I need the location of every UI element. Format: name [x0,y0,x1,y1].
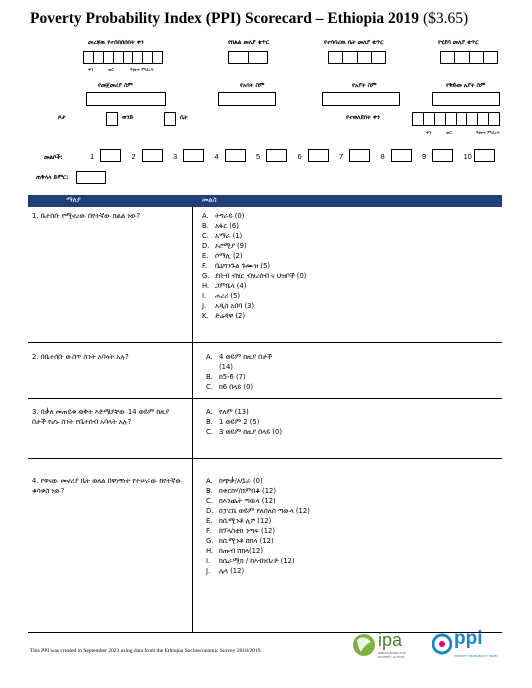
interview-date-label: መረጃዉ የተሰበሰበበት ቀን [88,40,144,46]
answer-option[interactable] [206,566,376,576]
answer-option[interactable] [206,407,406,417]
score-input[interactable] [183,149,204,162]
answer-label: ጋምቤላ (4) [215,282,247,290]
column-divider [192,207,193,633]
date-day-caption: ቀን [88,68,94,73]
answer-label: 1 ወይም 2 (5) [219,418,260,426]
score-number: 9 [422,152,427,161]
answer-option[interactable] [206,372,278,382]
answer-key: D. [206,507,214,515]
score-number: 8 [380,152,385,161]
respondent-name-input[interactable] [86,92,166,106]
female-checkbox[interactable] [164,112,176,126]
score-input[interactable] [391,149,412,162]
score-number: 2 [131,152,136,161]
answer-key: B. [206,487,213,495]
answer-label: ኦሮሚያ (9) [215,242,247,250]
answer-column-header: መልስ [202,196,217,204]
answer-option[interactable] [202,231,402,241]
answer-label: ሶማሊ (2) [215,252,243,260]
answer-option[interactable] [206,556,376,566]
answer-label: ደቡብ ብሄር ብሄረሰብ ና ህዝቦች (0) [215,272,307,280]
total-score-input[interactable] [76,171,106,184]
answer-label: ከጭቃ/አቧራ (0) [219,477,263,485]
birth-year-caption: ዓመተ ምህረት [476,131,500,136]
answer-option[interactable] [206,516,376,526]
answer-label: ድሬዳዋ (2) [215,312,246,320]
points-label: መልሶች: [44,155,63,161]
ppi-mark-icon [432,632,452,656]
answer-key: A. [206,477,213,485]
row-divider [28,398,502,399]
answer-key: B. [206,418,213,426]
answer-label: የለም (13) [219,408,249,416]
answer-key: C. [206,497,213,505]
ppi-logo [432,628,506,662]
ipa-tagline: INNOVATIONS FOR POVERTY ACTION [378,651,406,659]
answer-key: B. [206,373,213,381]
birth-date-input[interactable] [412,112,500,126]
answer-key: A. [202,212,209,220]
birth-day-caption: ቀን [426,131,432,136]
answer-label: ከፕላስቲክ ንጣፍ (12) [219,527,275,535]
score-input[interactable] [308,149,329,162]
answer-label: ከሴራሚክ / ከእብነበረድ (12) [219,557,295,565]
father-name-input[interactable] [218,92,276,106]
score-input[interactable] [100,149,121,162]
answer-label: ከሲሚንቶ ሊሾ (12) [219,517,272,525]
answer-key: E. [206,517,213,525]
ppi-tagline: POVERTY PROBABILITY INDEX [454,654,499,658]
answer-option[interactable] [206,382,278,392]
answer-option[interactable] [206,526,376,536]
answer-key: K. [202,312,209,320]
answer-label: ከቀርከሃ/ሸምበቆ (12) [219,487,276,495]
answer-key: J. [206,567,211,575]
answer-key: J. [202,302,207,310]
answer-option[interactable] [202,291,402,301]
date-month-caption: ወር [108,68,114,73]
answer-label: ከእንጨት ጣዉላ (12) [219,497,276,505]
question-4: 4. የዋናው መኖሪያ ቤት ወለል በዋነኝነት የተሠራው ከየትኛው ቁሳቁስ ነው? [32,477,182,495]
score-input[interactable] [432,149,453,162]
answer-option[interactable] [206,536,376,546]
male-checkbox[interactable] [106,112,118,126]
score-input[interactable] [266,149,287,162]
household-name-input[interactable] [432,92,500,106]
answer-key: F. [206,527,211,535]
answer-label: ከጡብ ሸክላ(12) [219,547,263,555]
answer-key: I. [202,292,207,300]
score-input[interactable] [225,149,246,162]
ipa-logo [352,628,424,662]
globe-leaf-icon [352,630,376,660]
answer-key: I. [206,557,211,565]
row-divider [28,342,502,343]
answer-label: ቤኒሻንጉል ጉሙዝ (5) [215,262,271,270]
kebele-number-input[interactable] [440,51,498,64]
answer-key: G. [202,272,210,280]
answer-option[interactable] [206,417,406,427]
answer-label: አፋር (6) [215,222,239,230]
answer-key: C. [206,383,213,391]
page-title: Poverty Probability Index (PPI) Scorecard – Ethiopia 2019 ($3.65) [30,10,469,27]
total-label: ጠቅላላ ድምር: [36,175,69,181]
table-header [28,195,502,207]
answer-option[interactable] [206,506,376,516]
female-label: ሴት [180,115,188,121]
footer-note: This PPI was created in September 2023 using data from the Ethiopia Socioeconomic Survey 2018/2019. [30,648,262,654]
question-2: 2. በቤተሰቡ ውስጥ ስንት አባላት አሉ? [32,353,129,361]
answer-key: B. [202,222,209,230]
question-1: 1. ቤተሰቡ የሚኖረው በየትኛው ክልል ነው? [32,212,141,220]
score-input[interactable] [474,149,495,162]
score-number: 1 [90,152,95,161]
score-number: 6 [297,152,302,161]
answer-key: H. [202,282,210,290]
row-divider [28,458,502,459]
answer-label: ከሲሚንቶ ሸክላ (12) [219,537,274,545]
answer-label: ሐረሪ (5) [215,292,241,300]
score-number: 3 [173,152,178,161]
answer-label: 4 ወይም ከዚያ በታች (14) [219,353,272,371]
answer-option[interactable] [202,271,402,281]
answer-key: A. [206,353,213,361]
answer-option[interactable] [202,241,402,251]
answer-option[interactable] [206,352,278,372]
answer-label: 3 ወይም ከዚያ በላይ (0) [219,428,282,436]
question-3: 3. በቃለ መጠይቁ ወቅት እድሜያቸው 14 ወይም ከዚያ በታች የሆኑ ስንት የቤተሰብ አባላት አሉ? [32,408,170,426]
answer-option[interactable] [202,261,402,271]
score-number: 7 [339,152,344,161]
zone-number-input[interactable] [328,51,386,64]
question-column-header: ማለያ [66,196,81,204]
score-input[interactable] [142,149,163,162]
answer-option[interactable] [202,251,402,261]
answer-label: ከ6 በላይ (0) [219,383,254,391]
answer-key: C. [202,232,209,240]
answer-key: D. [202,242,210,250]
sex-label: ጾታ [58,115,66,121]
zone-number-label: የተባባሪዉ ቤት መለያ ቁጥር [324,40,384,46]
score-number: 10 [463,152,472,161]
grandfather-name-label: የአያት ስም [352,83,377,89]
ipa-wordmark: ipa [378,630,403,650]
score-input[interactable] [349,149,370,162]
birth-date-label: የተወለደበት ቀን [346,115,380,121]
answer-list-1 [202,211,402,321]
answer-key: E. [202,252,209,260]
answer-option[interactable] [202,211,402,221]
answer-option[interactable] [202,301,402,311]
region-number-input[interactable] [228,51,268,64]
score-number: 4 [214,152,219,161]
respondent-name-label: የመጀመሪያ ስም [98,83,133,89]
answer-label: አማራ (1) [215,232,243,240]
answer-option[interactable] [206,427,406,437]
answer-option[interactable] [206,546,376,556]
answer-label: ከፓርኬ ወይም የለሰለሰ ጣውላ (12) [219,507,310,515]
answer-label: ከ5-6 (7) [219,373,246,381]
household-name-label: የቅድመ አያት ስም [446,83,486,89]
birth-month-caption: ወር [446,131,452,136]
answer-list-3 [206,407,406,437]
answer-key: H. [206,547,214,555]
interview-date-input[interactable] [83,51,163,64]
answer-option[interactable] [202,221,402,231]
answer-key: F. [202,262,207,270]
date-year-caption: ዓመተ ምህረት [130,68,154,73]
answer-key: G. [206,537,214,545]
ppi-wordmark: ppi [454,628,483,649]
answer-option[interactable] [206,476,376,486]
kebele-number-label: የሂደሳ መለያ ቁጥር [438,40,479,46]
grandfather-name-input[interactable] [322,92,400,106]
answer-option[interactable] [206,486,376,496]
answer-key: A. [206,408,213,416]
answer-option[interactable] [206,496,376,506]
region-number-label: የክልል መለያ ቁጥር [228,40,270,46]
answer-label: ትግራይ (0) [215,212,245,220]
answer-key: C. [206,428,213,436]
answer-list-2 [206,352,278,392]
answer-label: አዲስ አበባ (3) [215,302,255,310]
answer-option[interactable] [202,281,402,291]
row-divider [28,632,502,633]
answer-label: ሌላ (12) [219,567,245,575]
answer-list-4 [206,476,376,576]
answer-option[interactable] [202,311,402,321]
score-number: 5 [256,152,261,161]
male-label: ወንድ [122,115,134,121]
father-name-label: የአባት ስም [240,83,265,89]
